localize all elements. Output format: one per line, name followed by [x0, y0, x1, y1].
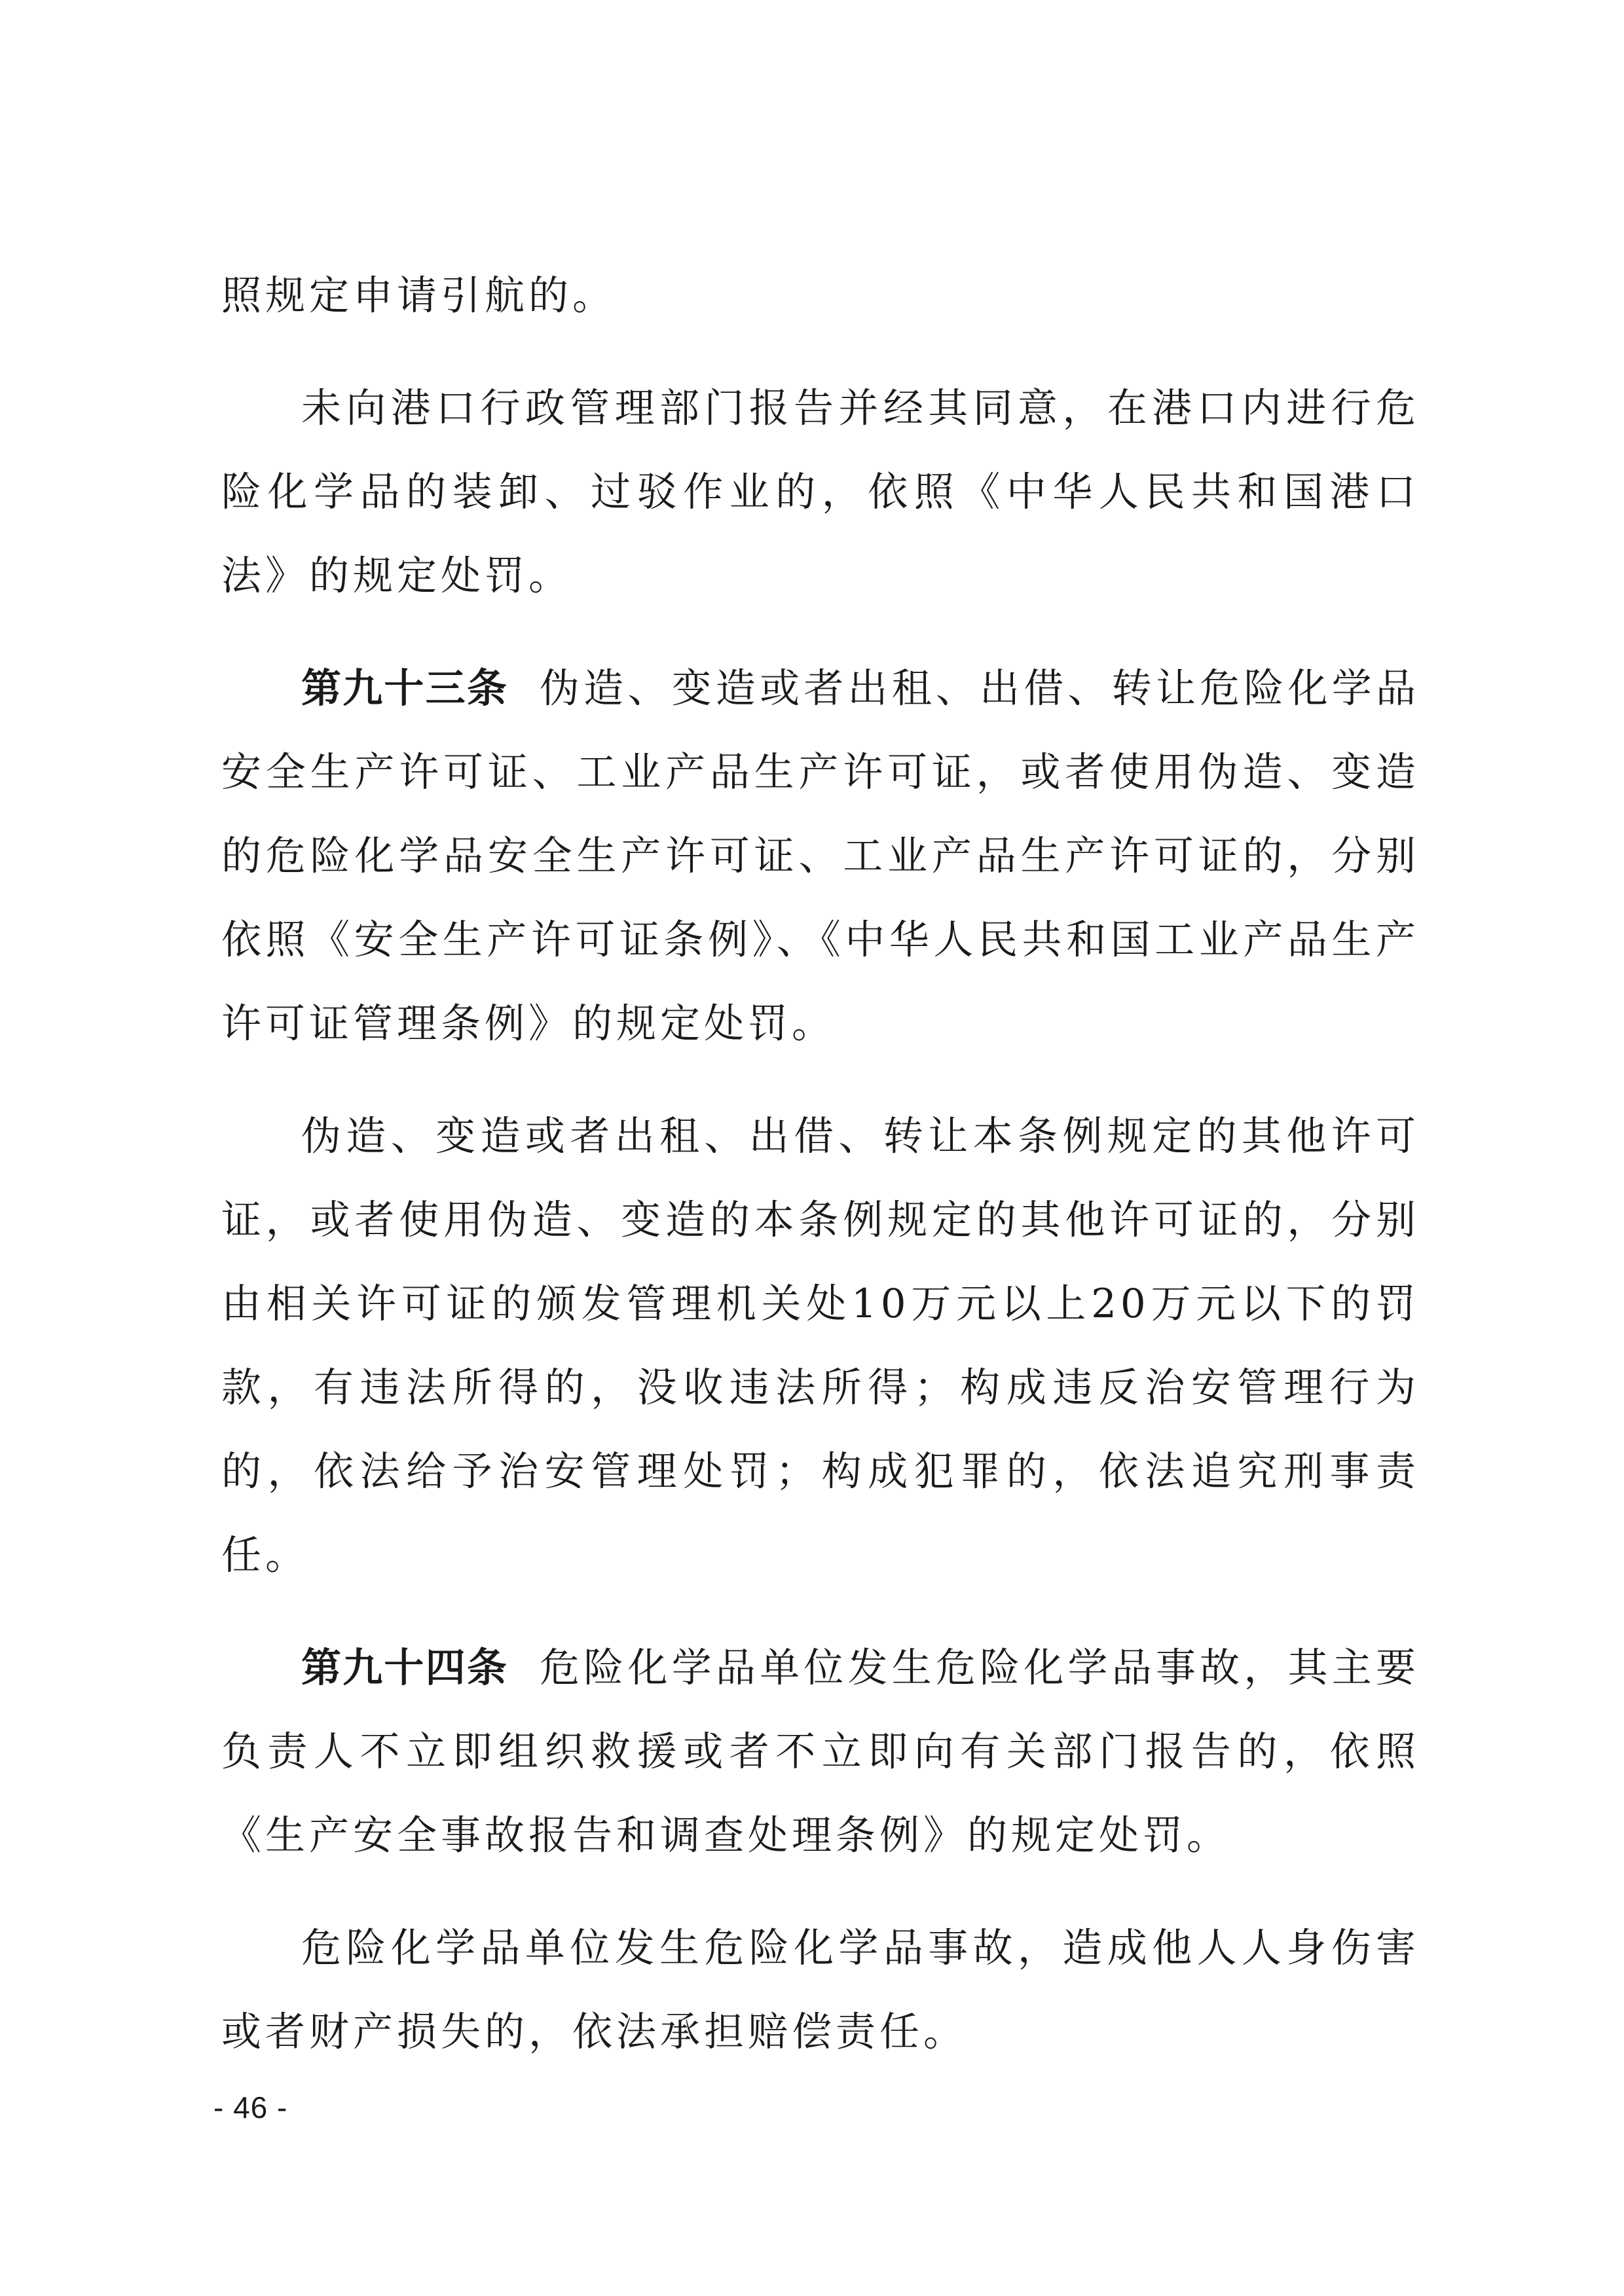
paragraph-6: [221, 1906, 1420, 2074]
paragraph-4: [221, 1095, 1420, 1597]
article-title: 第九十三条: [301, 665, 509, 712]
article-94: [221, 1626, 1420, 1878]
paragraph-text: 危险化学品单位发生危险化学品事故，其主要负责人不立即组织救援或者不立即向有关部门报告的，依照《生产安全事故报告和调查处理条例》的规定处罚。: [221, 1645, 1420, 1859]
article-title: 第九十四条: [301, 1645, 509, 1691]
article-93: [221, 647, 1420, 1066]
paragraph-text: 伪造、变造或者出租、出借、转让本条例规定的其他许可证，或者使用伪造、变造的本条例规定的其他许可证的，分别由相关许可证的颁发管理机关处10万元以上20万元以下的罚款，有违法所得的，没收违法所得；构成违反治安管理行为的，依法给予治安管理处罚；构成犯罪的，依法追究刑事责任。: [221, 1113, 1420, 1578]
paragraph-text: 未向港口行政管理部门报告并经其同意，在港口内进行危险化学品的装卸、过驳作业的，依照《中华人民共和国港口法》的规定处罚。: [221, 385, 1420, 599]
document-body: [221, 254, 1420, 2103]
paragraph-1: [221, 254, 1420, 338]
paragraph-text: 危险化学品单位发生危险化学品事故，造成他人人身伤害或者财产损失的，依法承担赔偿责任。: [221, 1925, 1420, 2055]
paragraph-text: 照规定申请引航的。: [221, 272, 617, 319]
paragraph-2: [221, 367, 1420, 618]
paragraph-text: 伪造、变造或者出租、出借、转让危险化学品安全生产许可证、工业产品生产许可证，或者使用伪造、变造的危险化学品安全生产许可证、工业产品生产许可证的，分别依照《安全生产许可证条例》、《中华人民共和国工业产品生产许可证管理条例》的规定处罚。: [221, 665, 1420, 1047]
page-number: - 46 -: [213, 2090, 288, 2124]
